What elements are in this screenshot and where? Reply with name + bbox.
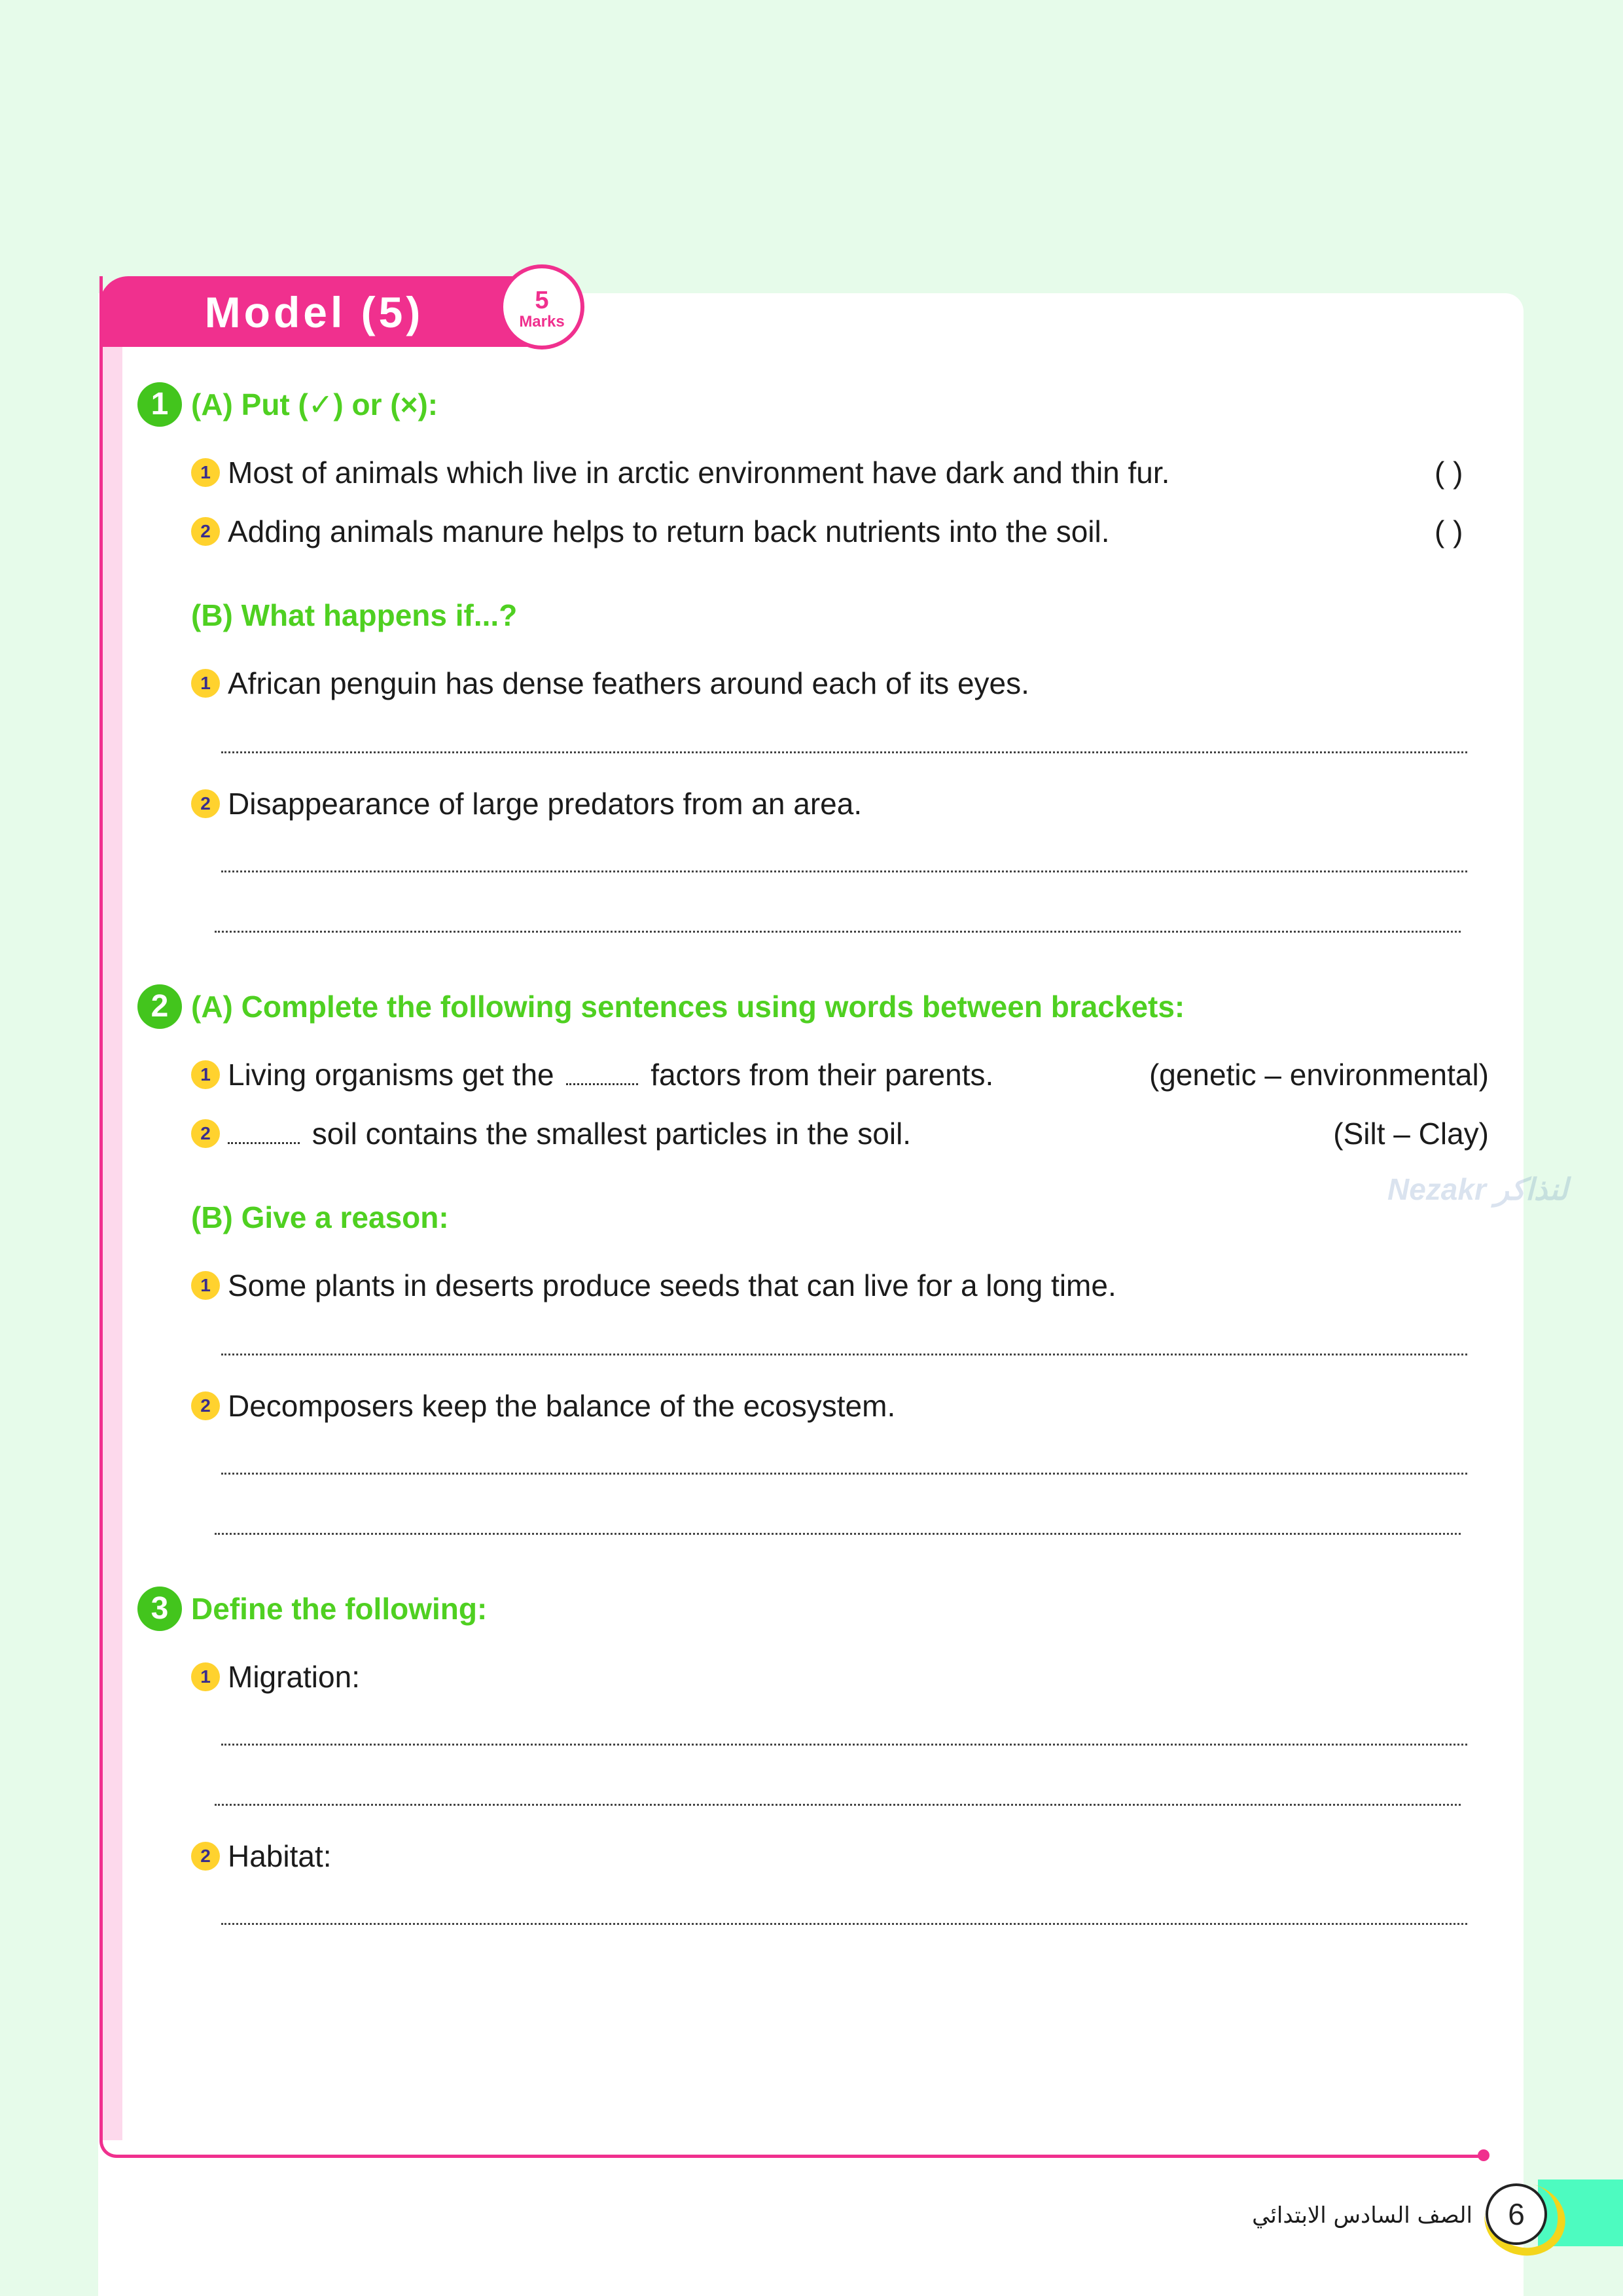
- q1b-item-2-answer-line-2[interactable]: [215, 931, 1461, 933]
- q1a-item-2-number: 2: [191, 517, 220, 546]
- q1-part-a-title: (A) Put (✓) or (×):: [191, 387, 438, 422]
- question-3-number: 3: [137, 1587, 182, 1631]
- footer-grade-label: الصف السادس الابتدائي: [1252, 2202, 1472, 2229]
- marks-label: Marks: [519, 313, 565, 331]
- q2a-item-2-number: 2: [191, 1119, 220, 1148]
- q2a-item-2-sentence: [228, 1114, 911, 1153]
- marks-badge: [499, 264, 584, 350]
- q1a-item-1-answer-bracket[interactable]: ( ): [1435, 456, 1463, 490]
- q1a-item-2-answer-bracket[interactable]: ( ): [1435, 514, 1463, 548]
- q2a-item-1-before: Living organisms get the: [228, 1058, 554, 1092]
- question-2-number: 2: [137, 984, 182, 1029]
- q1b-item-2-number: 2: [191, 789, 220, 818]
- q3-item-1-answer-line-2[interactable]: [215, 1804, 1461, 1806]
- q1a-item-1-number: 1: [191, 458, 220, 487]
- q2b-item-2-answer-line-1[interactable]: [221, 1473, 1467, 1475]
- q3-item-1-text: Migration:: [228, 1660, 360, 1694]
- watermark: Nezakr لنذاكر: [1387, 1172, 1568, 1206]
- q2a-item-1-sentence: [228, 1055, 993, 1094]
- q2a-item-2-blank[interactable]: [228, 1142, 300, 1144]
- q2a-item-2-choices: (Silt – Clay): [1333, 1117, 1489, 1151]
- q2b-item-1-number: 1: [191, 1271, 220, 1300]
- q1a-item-2-text: Adding animals manure helps to return back nutrients into the soil.: [228, 514, 1110, 548]
- q3-item-2-number: 2: [191, 1842, 220, 1871]
- question-1-number: 1: [137, 382, 182, 427]
- marks-value: 5: [535, 287, 549, 314]
- q2b-item-2-answer-line-2[interactable]: [215, 1533, 1461, 1535]
- q3-item-2-text: Habitat:: [228, 1839, 332, 1873]
- page-number: 6: [1486, 2183, 1547, 2245]
- q3-item-2-answer-line[interactable]: [221, 1923, 1467, 1925]
- q1b-item-2-text: Disappearance of large predators from an area.: [228, 787, 863, 821]
- q2a-item-1-blank[interactable]: [566, 1083, 638, 1085]
- q3-item-1-answer-line-1[interactable]: [221, 1744, 1467, 1746]
- q3-title: Define the following:: [191, 1592, 488, 1626]
- q2b-item-2-number: 2: [191, 1391, 220, 1420]
- q2a-item-1-after: factors from their parents.: [651, 1058, 994, 1092]
- q2b-item-1-answer-line[interactable]: [221, 1354, 1467, 1355]
- q1b-item-1-answer-line[interactable]: [221, 751, 1467, 753]
- q2-part-a-title: (A) Complete the following sentences using words between brackets:: [191, 990, 1185, 1024]
- q2a-item-1-choices: (genetic – environmental): [1149, 1058, 1489, 1092]
- q2a-item-2-after: soil contains the smallest particles in the soil.: [312, 1117, 912, 1151]
- frame-end-dot: [1478, 2149, 1489, 2161]
- model-title: Model (5): [204, 288, 424, 336]
- q1b-item-1-number: 1: [191, 669, 220, 698]
- q1b-item-1-text: African penguin has dense feathers around each of its eyes.: [228, 666, 1029, 700]
- q1b-item-2-answer-line-1[interactable]: [221, 870, 1467, 872]
- q2a-item-1-number: 1: [191, 1060, 220, 1089]
- q3-item-1-number: 1: [191, 1662, 220, 1691]
- q2b-item-1-text: Some plants in deserts produce seeds that can live for a long time.: [228, 1268, 1116, 1302]
- q1-part-b-title: (B) What happens if...?: [191, 598, 518, 632]
- q2-part-b-title: (B) Give a reason:: [191, 1200, 449, 1234]
- q1a-item-1-text: Most of animals which live in arctic environment have dark and thin fur.: [228, 456, 1170, 490]
- q2b-item-2-text: Decomposers keep the balance of the ecosystem.: [228, 1389, 896, 1423]
